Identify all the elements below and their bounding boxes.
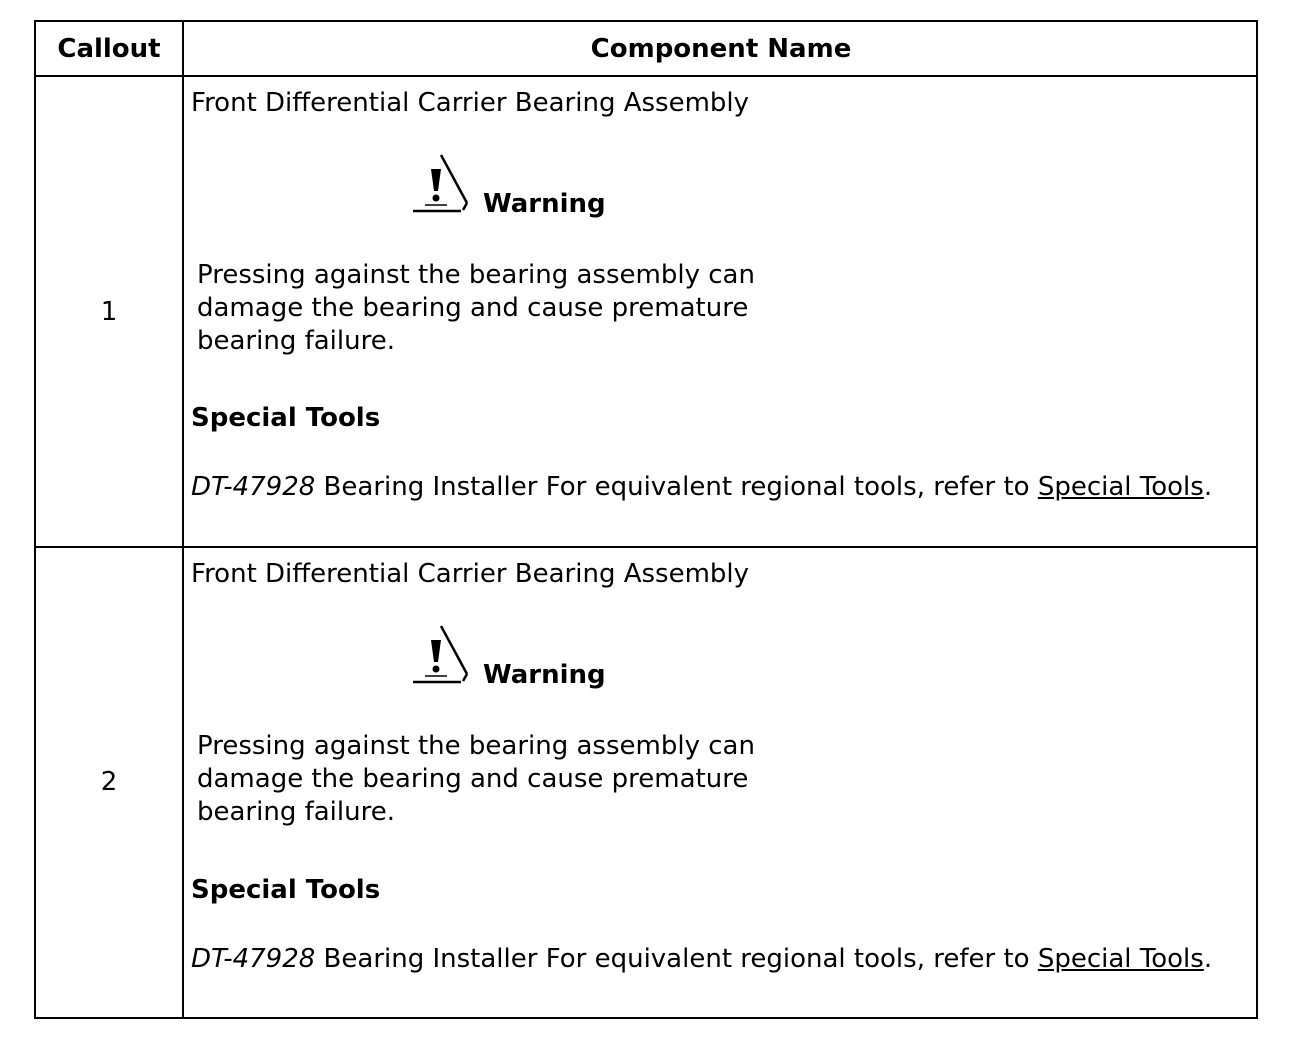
special-tools-link[interactable]: Special Tools — [1037, 472, 1204, 502]
callout-number: 2 — [100, 767, 118, 797]
component-title: Front Differential Carrier Bearing Assembly — [191, 88, 750, 118]
warning-line: Pressing against the bearing assembly can — [197, 260, 755, 290]
warning-header — [411, 624, 606, 690]
warning-triangle-icon — [411, 153, 469, 215]
warning-line: Pressing against the bearing assembly can — [197, 731, 755, 761]
warning-label: Warning — [483, 189, 606, 219]
tool-id: DT-47928 — [191, 944, 316, 974]
special-tools-heading: Special Tools — [191, 875, 381, 905]
warning-label: Warning — [483, 660, 606, 690]
component-title: Front Differential Carrier Bearing Assembly — [191, 559, 750, 589]
tool-description — [191, 470, 1231, 505]
header-callout: Callout — [57, 33, 161, 64]
special-tools-link[interactable]: Special Tools — [1037, 944, 1204, 974]
tool-end: . — [1203, 944, 1213, 974]
tool-end: . — [1203, 472, 1213, 502]
component-table — [34, 20, 1258, 1019]
warning-line: damage the bearing and cause premature — [197, 764, 749, 794]
special-tools-heading: Special Tools — [191, 403, 381, 433]
component-cell — [191, 548, 1251, 1017]
tool-description — [191, 942, 1231, 977]
tool-text: Bearing Installer For equivalent regional tools, refer to — [315, 944, 1038, 974]
warning-line: bearing failure. — [197, 797, 395, 827]
warning-header — [411, 153, 606, 219]
warning-line: damage the bearing and cause premature — [197, 293, 749, 323]
warning-text — [197, 259, 755, 358]
warning-triangle-icon — [411, 624, 469, 686]
warning-line: bearing failure. — [197, 326, 395, 356]
tool-text: Bearing Installer For equivalent regional tools, refer to — [315, 472, 1038, 502]
component-cell — [191, 77, 1251, 544]
header-component-name: Component Name — [590, 33, 852, 64]
warning-text — [197, 730, 755, 829]
callout-number: 1 — [100, 297, 118, 327]
column-divider — [182, 22, 184, 1017]
tool-id: DT-47928 — [191, 472, 316, 502]
